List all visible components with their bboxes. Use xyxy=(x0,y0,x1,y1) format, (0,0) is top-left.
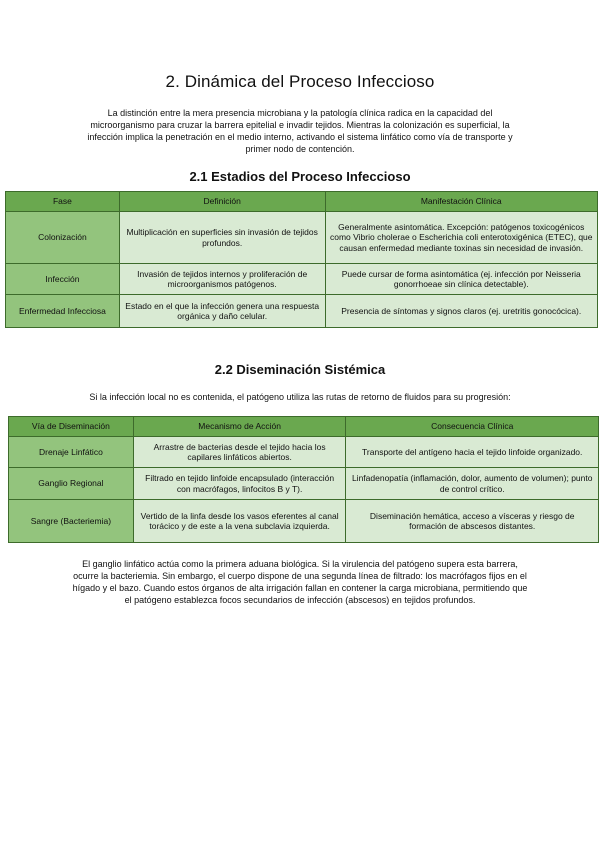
dissemination-table xyxy=(8,416,599,543)
table-row xyxy=(9,500,599,543)
table-cell: Arrastre de bacterias desde el tejido hacia los capilares linfáticos abiertos. xyxy=(133,437,346,468)
row-label: Ganglio Regional xyxy=(9,468,134,500)
row-label: Drenaje Linfático xyxy=(9,437,134,468)
table-row xyxy=(9,468,599,500)
table-cell: Estado en el que la infección genera una respuesta orgánica y daño celular. xyxy=(119,295,325,328)
table-header-row xyxy=(9,417,599,437)
column-header: Definición xyxy=(119,192,325,212)
table-cell: Linfadenopatía (inflamación, dolor, aumento de volumen); punto de control crítico. xyxy=(346,468,599,500)
table-header-row xyxy=(6,192,598,212)
column-header: Mecanismo de Acción xyxy=(133,417,346,437)
row-label: Sangre (Bacteriemia) xyxy=(9,500,134,543)
column-header: Vía de Diseminación xyxy=(9,417,134,437)
table-cell: Invasión de tejidos internos y proliferación de microorganismos patógenos. xyxy=(119,264,325,295)
table-cell: Vertido de la linfa desde los vasos eferentes al canal torácico y de este a la vena subclavia izquierda. xyxy=(133,500,346,543)
table-row xyxy=(9,437,599,468)
section-1-heading: 2.1 Estadios del Proceso Infeccioso xyxy=(189,169,411,184)
row-label: Enfermedad Infecciosa xyxy=(6,295,120,328)
column-header: Fase xyxy=(6,192,120,212)
intro-paragraph: La distinción entre la mera presencia microbiana y la patología clínica radica en la capacidad del microorganismo para cruzar la barrera epitelial e invadir tejidos. Mientras la colonización es superficial, la infección implica la penetración en el medio interno, activando el sistema linfático como vía de transporte y primer nodo de contención. xyxy=(87,108,513,154)
table-cell: Presencia de síntomas y signos claros (ej. uretritis gonocócica). xyxy=(325,295,598,328)
table-cell: Diseminación hemática, acceso a vísceras y riesgo de formación de abscesos distantes. xyxy=(346,500,599,543)
table-cell: Generalmente asintomática. Excepción: patógenos toxicogénicos como Vibrio cholerae o Escherichia coli enterotoxigénica (ETEC), que causan enfermedad mediante toxinas sin necesidad de invasión. xyxy=(325,212,598,264)
closing-paragraph: El ganglio linfático actúa como la primera aduana biológica. Si la virulencia del patógeno supera esta barrera, ocurre la bacteriemia. Sin embargo, el cuerpo dispone de una segunda línea de filtrado: los macrófagos fijos en el hígado y el bazo. Cuando estos órganos de alta irrigación fallan en contener la carga microbiana, permitiendo que el patógeno establezca focos secundarios de infección (abscesos) en tejidos profundos. xyxy=(72,559,528,605)
section-2-intro: Si la infección local no es contenida, el patógeno utiliza las rutas de retorno de fluidos para su progresión: xyxy=(89,392,511,402)
table-row xyxy=(6,295,598,328)
table-cell: Filtrado en tejido linfoide encapsulado (interacción con macrófagos, linfocitos B y T). xyxy=(133,468,346,500)
row-label: Infección xyxy=(6,264,120,295)
table-row xyxy=(6,212,598,264)
table-cell: Puede cursar de forma asintomática (ej. infección por Neisseria gonorrhoeae sin clínica detectable). xyxy=(325,264,598,295)
column-header: Consecuencia Clínica xyxy=(346,417,599,437)
table-row xyxy=(6,264,598,295)
stages-table xyxy=(5,191,598,328)
table-cell: Transporte del antígeno hacia el tejido linfoide organizado. xyxy=(346,437,599,468)
column-header: Manifestación Clínica xyxy=(325,192,598,212)
section-2-heading: 2.2 Diseminación Sistémica xyxy=(214,362,386,377)
table-cell: Multiplicación en superficies sin invasión de tejidos profundos. xyxy=(119,212,325,264)
row-label: Colonización xyxy=(6,212,120,264)
page-title: 2. Dinámica del Proceso Infeccioso xyxy=(165,72,435,91)
